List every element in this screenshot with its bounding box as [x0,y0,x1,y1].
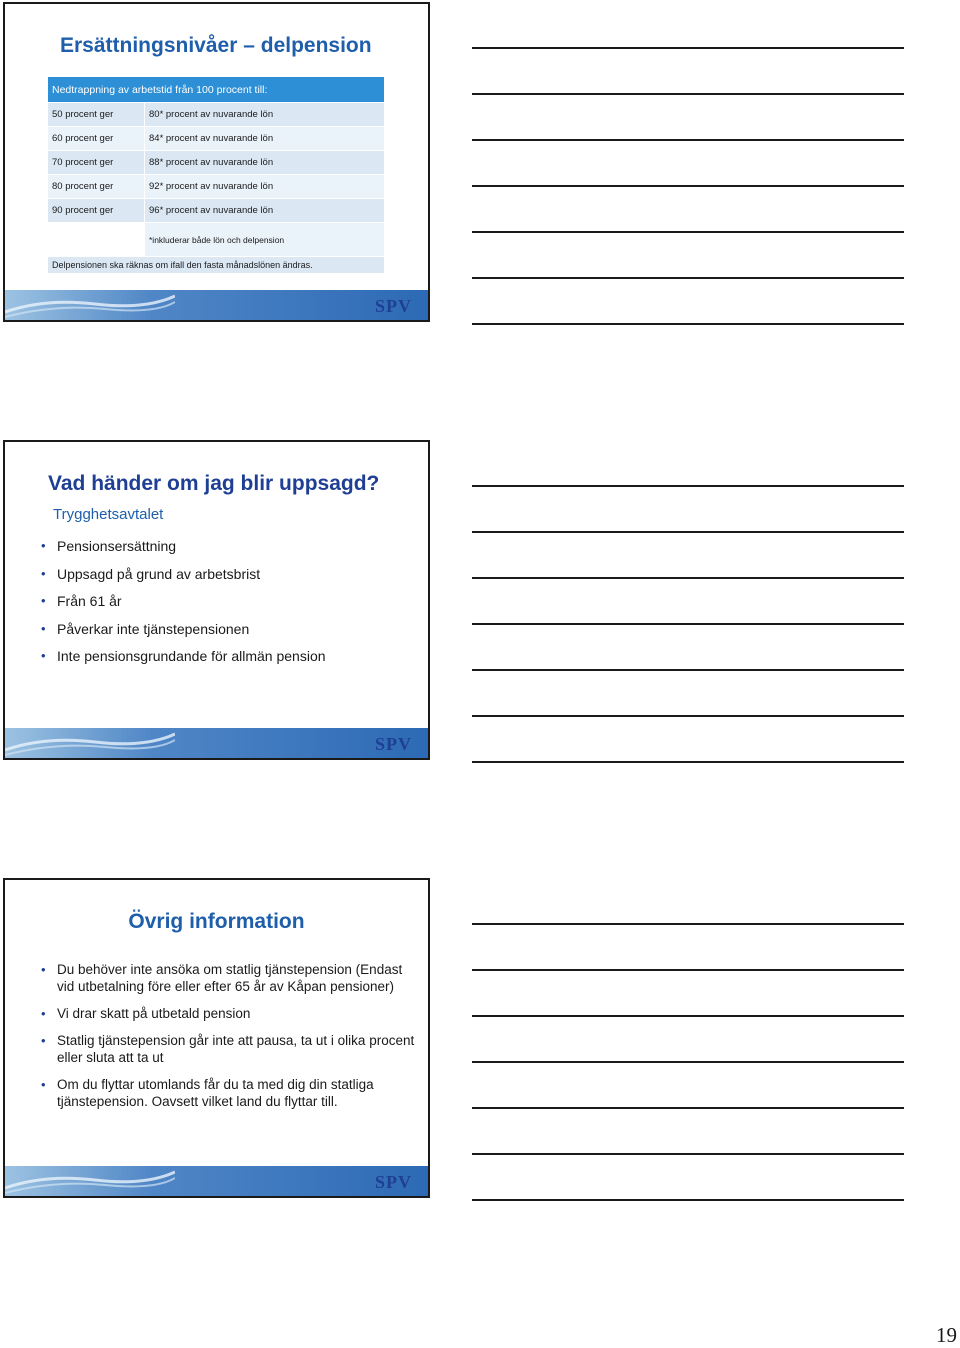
note-line [472,277,904,279]
slide-ersattningsnivaer [3,2,430,322]
note-line [472,185,904,187]
note-line [472,923,904,925]
note-line [472,1107,904,1109]
list-item-text: Uppsagd på grund av arbetsbrist [57,565,261,582]
table-empty-cell [48,223,145,257]
note-line [472,969,904,971]
bullet-icon: • [41,648,46,663]
table-note: Delpensionen ska räknas om ifall den fasta månadslönen ändras. [48,257,384,274]
note-line [472,1015,904,1017]
bullet-icon: • [41,1033,46,1048]
table-header-row [48,77,384,103]
note-line [472,231,904,233]
bullet-list [39,961,419,1120]
list-item-text: Påverkar inte tjänstepensionen [57,620,250,637]
bullet-icon: • [41,565,46,581]
bullet-icon: • [41,1077,46,1092]
table-cell-pay: 80* procent av nuvarande lön [145,103,385,127]
swoosh-decoration [5,290,175,320]
page-number: 19 [936,1323,957,1347]
table-cell-level: 90 procent ger [48,199,145,223]
table-cell-level: 70 procent ger [48,151,145,175]
slide-title: Övrig information [128,910,305,933]
spv-logo: SPV [374,734,412,754]
list-item [39,621,326,649]
note-line [472,139,904,141]
list-item [39,538,326,566]
bullet-icon: • [41,1006,46,1021]
list-item [39,1005,419,1022]
bullet-icon: • [41,538,46,553]
list-item [39,648,326,676]
table-row [48,175,384,199]
note-line [472,485,904,487]
spv-logo: SPV [374,296,412,316]
note-line [472,761,904,763]
table-cell-level: 60 procent ger [48,127,145,151]
table-cell-level: 50 procent ger [48,103,145,127]
table-header: Nedtrappning av arbetstid från 100 procent till: [48,77,384,103]
list-item-text: Från 61 år [57,593,122,609]
note-line [472,1153,904,1155]
table-row [48,127,384,151]
swoosh-decoration [5,728,175,758]
table-row [48,151,384,175]
slide-title: Ersättningsnivåer – delpension [60,34,372,57]
list-item [39,593,326,621]
note-line [472,715,904,717]
slide-uppsagd [3,440,430,760]
table-cell-pay: 88* procent av nuvarande lön [145,151,385,175]
list-item-text: Pensionsersättning [57,538,177,554]
list-item-text: Vi drar skatt på utbetald pension [57,1006,251,1021]
list-item-text: Du behöver inte ansöka om statlig tjänstepension (Endast vid utbetalning före eller efter 65 år av Kåpan pensioner) [57,962,403,994]
list-item [39,1076,419,1110]
bullet-icon: • [41,620,46,636]
list-item-text: Om du flyttar utomlands får du ta med dig din statliga tjänstepension. Oavsett vilket land du flyttar till. [57,1077,374,1109]
note-line [472,577,904,579]
list-item [39,1032,419,1066]
table-footnote-row [48,223,384,257]
table-note-row [48,257,384,274]
table-row [48,103,384,127]
table-row [48,199,384,223]
note-line [472,1061,904,1063]
slide-subtitle: Trygghetsavtalet [53,506,164,523]
note-line [472,669,904,671]
slide-footer-banner [5,290,428,320]
slide-footer-banner [5,1166,428,1196]
slide-title: Vad händer om jag blir uppsagd? [48,472,380,495]
slide-footer-banner [5,728,428,758]
note-line [472,623,904,625]
note-line [472,323,904,325]
note-line [472,47,904,49]
note-line [472,1199,904,1201]
compensation-table [48,77,384,274]
bullet-icon: • [41,962,46,977]
list-item [39,566,326,594]
spv-logo: SPV [374,1172,412,1192]
list-item-text: Inte pensionsgrundande för allmän pension [57,648,326,664]
bullet-list [39,538,326,676]
table-cell-level: 80 procent ger [48,175,145,199]
note-line [472,93,904,95]
bullet-icon: • [41,593,46,608]
note-line [472,531,904,533]
slide-ovrig-information [3,878,430,1198]
table-cell-pay: 96* procent av nuvarande lön [145,199,385,223]
table-cell-pay: 92* procent av nuvarande lön [145,175,385,199]
table-cell-pay: 84* procent av nuvarande lön [145,127,385,151]
list-item [39,961,419,995]
swoosh-decoration [5,1166,175,1196]
list-item-text: Statlig tjänstepension går inte att pausa, ta ut i olika procent eller sluta att ta ut [57,1033,415,1065]
table-footnote: *inkluderar både lön och delpension [145,223,385,257]
